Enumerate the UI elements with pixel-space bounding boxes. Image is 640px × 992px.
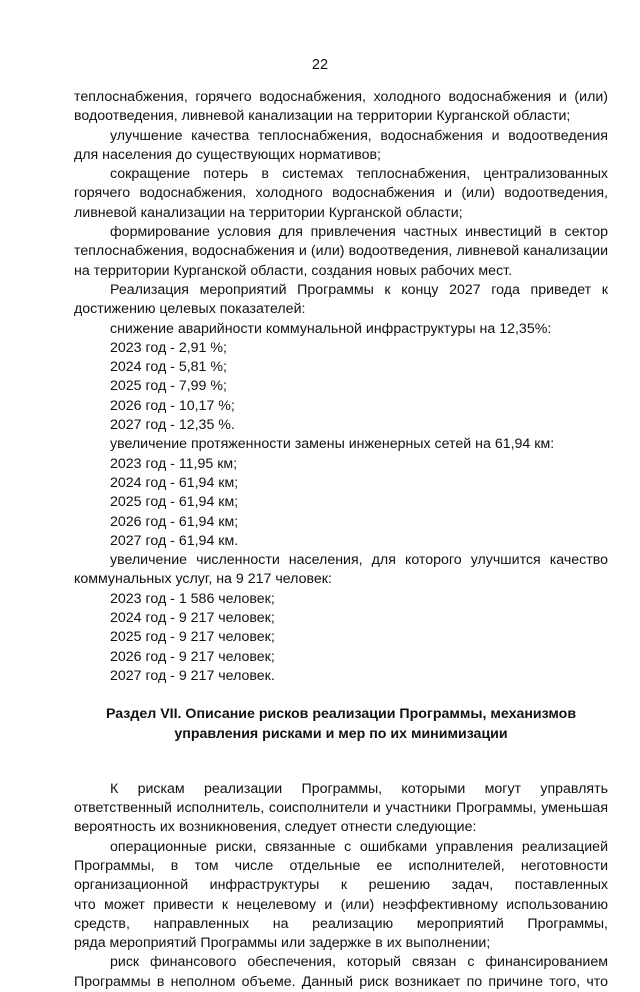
text-line: средств, направленных на реализацию мероприятий Программы, — [74, 915, 608, 932]
text-line: ливневой канализации на территории Курганской области; — [74, 204, 463, 221]
text-line: 2027 год - 61,94 км. — [110, 532, 239, 549]
document-body — [74, 88, 608, 992]
spacer — [74, 744, 608, 780]
text-line: для населения до существующих нормативов; — [74, 146, 381, 163]
text-line: снижение аварийности коммунальной инфраструктуры на 12,35%: — [110, 320, 552, 337]
text-line: увеличение численности населения, для которого улучшится качество — [110, 552, 608, 569]
text-line: Программы в неполном объеме. Данный риск возникает по причине того, что — [74, 973, 608, 990]
text-line: 2025 год - 7,99 %; — [110, 378, 227, 395]
text-line: теплоснабжения, горячего водоснабжения, холодного водоснабжения и (или) — [74, 89, 608, 105]
text-line: Программы, в том числе отдельные ее исполнителей, неготовности — [74, 857, 608, 874]
text-line: Реализация мероприятий Программы к концу 2027 года приведет к — [110, 281, 608, 298]
text-line: организационной инфраструктуры к решению задач, поставленных — [74, 877, 608, 894]
text-line: 2025 год - 61,94 км; — [110, 494, 239, 511]
text-line: 2024 год - 9 217 человек; — [110, 610, 275, 627]
text-line: ряда мероприятий Программы или задержке в их выполнении; — [74, 935, 491, 952]
text-line: теплоснабжения, водоснабжения и (или) водоотведения, ливневой канализации — [74, 243, 608, 260]
text-line: 2027 год - 9 217 человек. — [110, 667, 275, 684]
text-line: 2026 год - 9 217 человек; — [110, 648, 275, 665]
text-line: 2023 год - 1 586 человек; — [110, 590, 275, 607]
text-line: увеличение протяженности замены инженерных сетей на 61,94 км: — [110, 436, 555, 453]
text-line: операционные риски, связанные с ошибками управления реализацией — [110, 838, 608, 855]
text-line: ответственный исполнитель, соисполнители и участники Программы, уменьшая — [74, 800, 608, 817]
text-line: 2023 год - 2,91 %; — [110, 339, 227, 356]
text-line: водоотведения, ливневой канализации на территории Курганской области; — [74, 108, 571, 125]
section-heading-line: Раздел VII. Описание рисков реализации Программы, механизмов — [105, 706, 577, 723]
text-line: 2024 год - 61,94 км; — [110, 474, 239, 491]
text-line: риск финансового обеспечения, который связан с финансированием — [110, 954, 608, 971]
text-line: на территории Курганской области, создания новых рабочих мест. — [74, 262, 513, 279]
text-line: горячего водоснабжения, холодного водоснабжения и (или) водоотведения, — [74, 185, 608, 202]
text-line: 2027 год - 12,35 %. — [110, 417, 235, 434]
text-line: вероятность их возникновения, следует отнести следующие: — [74, 819, 477, 836]
section-heading-line: управления рисками и мер по их минимизации — [174, 725, 508, 742]
text-line: 2025 год - 9 217 человек; — [110, 629, 275, 646]
text-line: формирование условия для привлечения частных инвестиций в сектор — [110, 224, 608, 241]
text-line: 2026 год - 61,94 км; — [110, 513, 239, 530]
text-line: что может привести к нецелевому и (или) неэффективному использованию — [74, 896, 608, 913]
spacer — [74, 686, 608, 705]
text-line: улучшение качества теплоснабжения, водоснабжения и водоотведения — [110, 127, 608, 144]
page-number: 22 — [311, 57, 329, 73]
text-line: 2023 год - 11,95 км; — [110, 455, 238, 472]
text-line: достижению целевых показателей: — [74, 301, 306, 318]
text-line: сокращение потерь в системах теплоснабжения, централизованных — [110, 166, 608, 183]
text-line: 2026 год - 10,17 %; — [110, 397, 235, 414]
text-line: коммунальных услуг, на 9 217 человек: — [74, 571, 332, 588]
text-line: К рискам реализации Программы, которыми могут управлять — [110, 780, 608, 797]
text-line: 2024 год - 5,81 %; — [110, 359, 227, 376]
